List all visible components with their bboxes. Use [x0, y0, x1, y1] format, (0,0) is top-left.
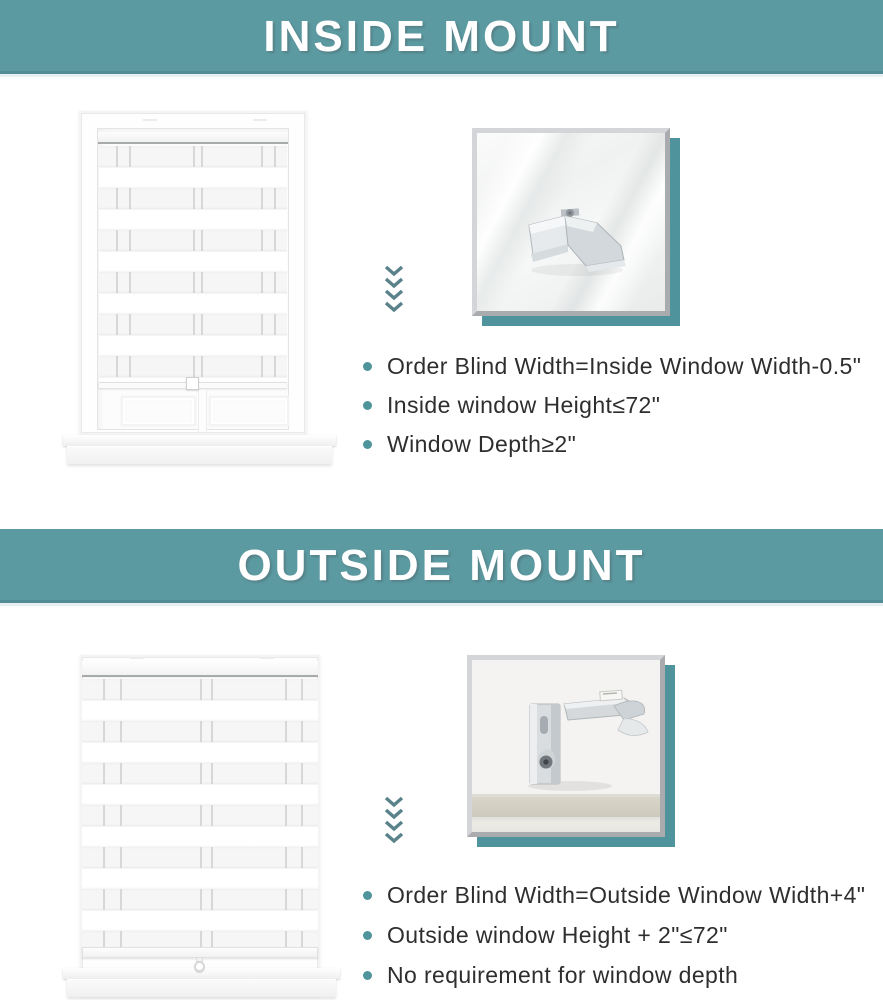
spec-item	[363, 386, 861, 425]
vane-gap	[285, 679, 287, 947]
zebra-blind	[82, 679, 318, 947]
spec-text: No requirement for window depth	[387, 961, 739, 988]
bracket-photo-frame	[467, 655, 665, 837]
sill-face	[67, 446, 332, 464]
bullet-dot-icon	[363, 440, 372, 449]
window-opening	[97, 128, 289, 430]
l-shaped-bracket-illustration	[472, 660, 660, 832]
vane-gap	[301, 679, 303, 947]
vane-gap	[129, 146, 131, 382]
spec-text: Order Blind Width=Inside Window Width-0.5"	[387, 353, 862, 379]
bullet-dot-icon	[363, 401, 372, 410]
bullet-dot-icon	[363, 931, 372, 940]
zebra-blind	[99, 146, 287, 382]
bullet-dot-icon	[363, 971, 372, 980]
spec-item	[363, 347, 861, 386]
outside-mount-window-photo	[63, 655, 340, 1000]
inside-mount-specs	[363, 347, 861, 464]
vane-gap	[274, 146, 276, 382]
spec-item	[363, 955, 865, 995]
spec-item	[363, 915, 865, 955]
blind-headrail	[82, 661, 318, 677]
spring-clip-bracket-illustration	[477, 133, 665, 311]
vane-gap	[193, 146, 195, 382]
spec-text: Window Depth≥2"	[387, 431, 577, 457]
casing-mark	[130, 657, 144, 659]
blind-pull-handle	[186, 377, 199, 390]
sill-lip	[63, 435, 336, 446]
sill-face	[67, 979, 336, 997]
inside-mount-window-photo	[63, 111, 336, 465]
bracket-photo-frame	[472, 128, 670, 316]
vane-gap	[120, 679, 122, 947]
window-sill	[63, 435, 336, 465]
down-chevrons-icon	[384, 264, 404, 316]
vane-gap	[116, 146, 118, 382]
spec-item	[363, 425, 861, 464]
zebra-blind-over-frame	[82, 661, 318, 958]
vane-gap	[211, 679, 213, 947]
vane-gap	[201, 146, 203, 382]
inside-mount-banner	[0, 0, 883, 77]
vane-gap	[261, 146, 263, 382]
ceiling-scene	[477, 133, 665, 311]
blind-headrail	[98, 132, 288, 144]
vane-gap	[200, 679, 202, 947]
inside-mount-bracket-photo	[472, 128, 670, 316]
bullet-dot-icon	[363, 362, 372, 371]
window-pane	[121, 396, 196, 426]
inside-mount-title: INSIDE MOUNT	[263, 12, 620, 61]
window-pane	[209, 396, 289, 426]
spec-text: Outside window Height + 2"≤72"	[387, 921, 728, 948]
vane-gap	[103, 679, 105, 947]
blind-pull-ring	[194, 961, 205, 972]
window-stile	[198, 390, 207, 432]
wall-scene	[472, 660, 660, 832]
outside-mount-section	[0, 529, 883, 1000]
outside-mount-specs	[363, 875, 865, 995]
casing-mark	[260, 657, 274, 659]
casing-mark	[253, 119, 267, 121]
window-sill	[63, 968, 340, 1000]
down-chevrons-icon	[384, 795, 404, 847]
bullet-dot-icon	[363, 891, 372, 900]
spec-text: Inside window Height≤72"	[387, 392, 661, 418]
outside-mount-title: OUTSIDE MOUNT	[237, 541, 646, 590]
casing-mark	[143, 119, 157, 121]
outside-mount-banner	[0, 529, 883, 606]
outside-mount-bracket-photo	[467, 655, 665, 837]
spec-text: Order Blind Width=Outside Window Width+4"	[387, 881, 866, 908]
spec-item	[363, 875, 865, 915]
